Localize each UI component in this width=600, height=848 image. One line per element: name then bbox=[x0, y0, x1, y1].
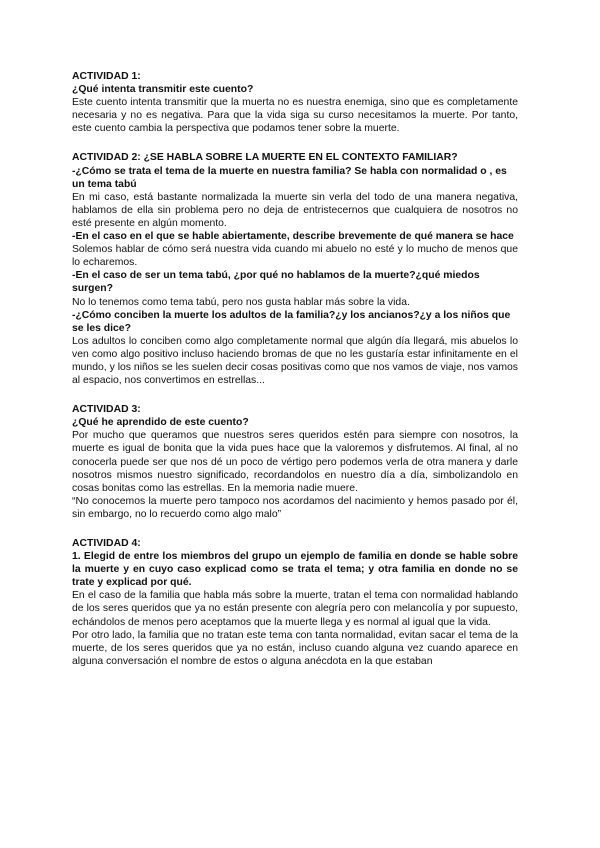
actividad-2-question-4: -¿Cómo conciben la muerte los adultos de la familia?¿y los ancianos?¿y a los niños que se les dice? bbox=[72, 309, 511, 334]
actividad-4-title: ACTIVIDAD 4: bbox=[72, 538, 141, 549]
actividad-4-answer-2: Por otro lado, la familia que no tratan este tema con tanta normalidad, evitan sacar el tema de la muerte, de los seres queridos que ya no están, incluso cuando alguna vez cuando aparece en alguna conversación el nombre de estos o alguna anécdota en la que estaban bbox=[72, 629, 518, 667]
actividad-1-question: ¿Qué intenta transmitir este cuento? bbox=[72, 84, 254, 96]
actividad-2-answer-4: Los adultos lo conciben como algo completamente normal que algún día llegará, mis abuelos lo ven como algo positivo incluso haciendo bromas de que no les gustaría estar infinitamente en el mundo, y los niños se les suelen decir cosas positivas como que nos vamos de viaje, nos vamos al espacio, nos convertimos en estrellas... bbox=[72, 335, 518, 387]
actividad-2-answer-1: En mi caso, está bastante normalizada la muerte sin verla del todo de una manera negativa, hablamos de ella sin problema pero no deja de entristecernos que cualquiera de nosotros no esté presente en algún momento. bbox=[72, 191, 518, 229]
actividad-1-answer: Este cuento intenta transmitir que la muerta no es nuestra enemiga, sino que es completamente necesaria y no es negativa. Para que la vida siga su curso necesitamos la muerte. Por tanto, este cuento cambia la perspectiva que podamos tener sobre la muerte. bbox=[72, 97, 518, 135]
actividad-4-question: 1. Elegid de entre los miembros del grupo un ejemplo de familia en donde se hable sobre la muerte y en cuyo caso explicad como se trata el tema; y otra familia en donde no se trate y explicad por qué. bbox=[72, 551, 518, 589]
actividad-3 bbox=[72, 403, 518, 521]
actividad-1-title: ACTIVIDAD 1: bbox=[72, 71, 141, 82]
actividad-2-question-1: -¿Cómo se trata el tema de la muerte en nuestra familia? Se habla con normalidad o , es un tema tabú bbox=[72, 165, 507, 190]
actividad-2-question-3: -En el caso de ser un tema tabú, ¿por qué no hablamos de la muerte?¿qué miedos surgen? bbox=[72, 270, 480, 295]
actividad-3-answer: Por mucho que queramos que nuestros seres queridos estén para siempre con nosotros, la muerte es igual de bonita que la vida pues hace que la valoremos y disfrutemos. Al final, al no conocerla puede ser que nos dé un poco de vértigo pero podemos verla de otra manera y darle nosotros mismos nuestro significado, recordandolos en nuestro día a día, simbolizandolo en cosas bonitas como las estrellas. En la memoria nadie muere. bbox=[72, 430, 518, 494]
actividad-1 bbox=[72, 70, 518, 135]
actividad-4 bbox=[72, 537, 518, 668]
actividad-3-quote: “No conocemos la muerte pero tampoco nos acordamos del nacimiento y hemos pasado por él, sin embargo, no lo recuerdo como algo malo” bbox=[72, 495, 518, 520]
actividad-2-answer-2: Solemos hablar de cómo será nuestra vida cuando mi abuelo no esté y lo mucho de menos que lo echaremos. bbox=[72, 244, 518, 269]
actividad-2-title: ACTIVIDAD 2: ¿SE HABLA SOBRE LA MUERTE EN EL CONTEXTO FAMILIAR? bbox=[72, 152, 458, 164]
actividad-2 bbox=[72, 151, 518, 387]
actividad-2-answer-3: No lo tenemos como tema tabú, pero nos gusta hablar más sobre la vida. bbox=[72, 296, 410, 308]
actividad-3-question: ¿Qué he aprendido de este cuento? bbox=[72, 417, 249, 429]
actividad-4-answer-1: En el caso de la familia que habla más sobre la muerte, tratan el tema con normalidad hablando de los seres queridos que ya no están presente con alegría pero con melancolía y por supuesto, echándolos de menos pero aceptamos que la muerte llega y es normal al igual que la vida. bbox=[72, 590, 518, 628]
actividad-3-title: ACTIVIDAD 3: bbox=[72, 404, 141, 416]
actividad-2-question-2: -En el caso en el que se hable abiertamente, describe brevemente de qué manera se hace bbox=[72, 231, 514, 243]
